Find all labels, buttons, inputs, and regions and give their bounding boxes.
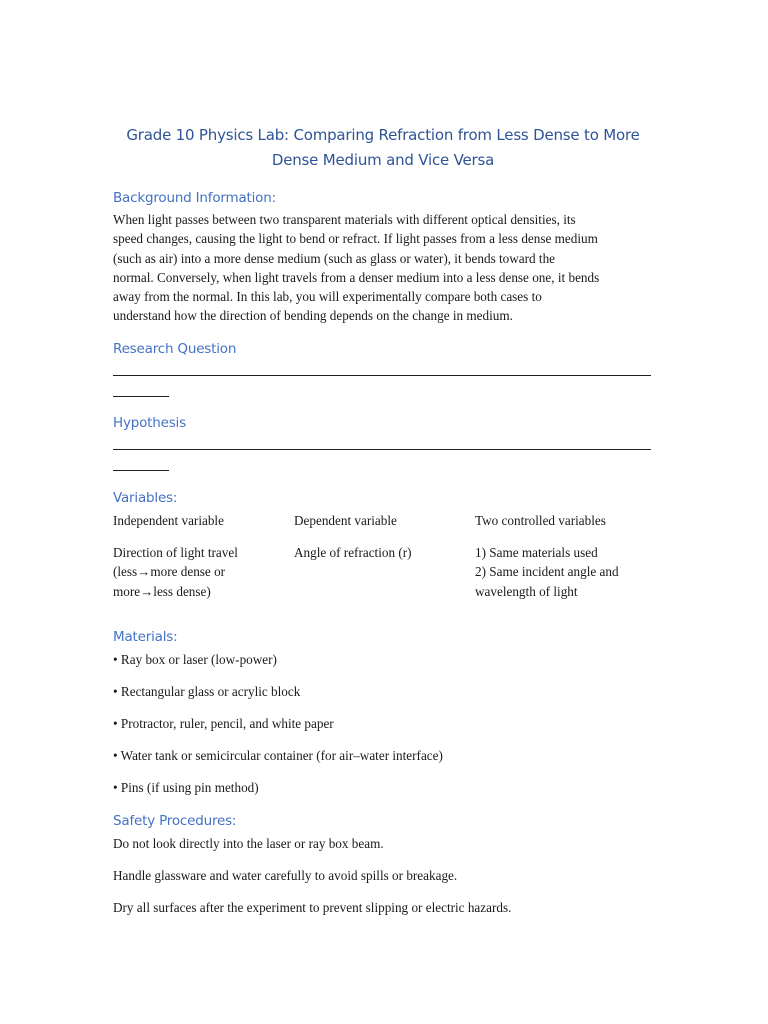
- controlled-variables-header: Two controlled variables: [475, 513, 606, 528]
- safety-heading: Safety Procedures:: [113, 813, 237, 829]
- title-line: Grade 10 Physics Lab: Comparing Refraction from Less Dense to More: [126, 126, 640, 144]
- paragraph-line: When light passes between two transparent materials with different optical densities, its: [113, 212, 576, 227]
- title-line: Dense Medium and Vice Versa: [271, 151, 495, 169]
- safety-list-item: Dry all surfaces after the experiment to prevent slipping or electric hazards.: [113, 900, 512, 915]
- dependent-variable-value: [294, 543, 412, 562]
- paragraph-line: away from the normal. In this lab, you will experimentally compare both cases to: [113, 289, 542, 305]
- research-question-answer-line-continued[interactable]: [113, 396, 169, 397]
- materials-list-item: • Water tank or semicircular container (for air–water interface): [113, 748, 443, 763]
- materials-list-item: • Ray box or laser (low-power): [113, 652, 277, 667]
- hypothesis-heading: Hypothesis: [113, 415, 186, 431]
- cell-line: Direction of light travel: [113, 545, 238, 560]
- materials-list-item: • Rectangular glass or acrylic block: [113, 684, 301, 699]
- document-title: [113, 123, 653, 173]
- independent-variable-value: [113, 543, 238, 601]
- cell-line: 2) Same incident angle and: [475, 564, 619, 580]
- independent-variable-header: Independent variable: [113, 513, 224, 528]
- materials-list-item: • Protractor, ruler, pencil, and white paper: [113, 716, 334, 731]
- dependent-variable-header: Dependent variable: [294, 513, 397, 528]
- hypothesis-answer-line-continued[interactable]: [113, 470, 169, 471]
- hypothesis-answer-line[interactable]: [113, 449, 651, 450]
- paragraph-line: understand how the direction of bending depends on the change in medium.: [113, 308, 513, 324]
- safety-list-item: Handle glassware and water carefully to avoid spills or breakage.: [113, 868, 458, 883]
- materials-list-item: • Pins (if using pin method): [113, 780, 259, 795]
- background-heading: Background Information:: [113, 190, 276, 206]
- variables-heading: Variables:: [113, 490, 178, 506]
- cell-line: (less→more dense or: [113, 564, 226, 580]
- paragraph-line: speed changes, causing the light to bend or refract. If light passes from a less dense medium: [113, 231, 598, 247]
- research-question-heading: Research Question: [113, 341, 237, 357]
- controlled-variables-value: [475, 543, 619, 601]
- paragraph-line: normal. Conversely, when light travels from a denser medium into a less dense one, it bends: [113, 269, 600, 285]
- research-question-answer-line[interactable]: [113, 375, 651, 376]
- cell-line: 1) Same materials used: [475, 545, 598, 560]
- cell-line: Angle of refraction (r): [294, 545, 412, 560]
- safety-list-item: Do not look directly into the laser or ray box beam.: [113, 836, 384, 851]
- materials-heading: Materials:: [113, 629, 178, 645]
- cell-line: wavelength of light: [475, 583, 578, 599]
- cell-line: more→less dense): [113, 583, 211, 599]
- paragraph-line: (such as air) into a more dense medium (such as glass or water), it bends toward the: [113, 250, 556, 266]
- background-paragraph: [113, 210, 658, 326]
